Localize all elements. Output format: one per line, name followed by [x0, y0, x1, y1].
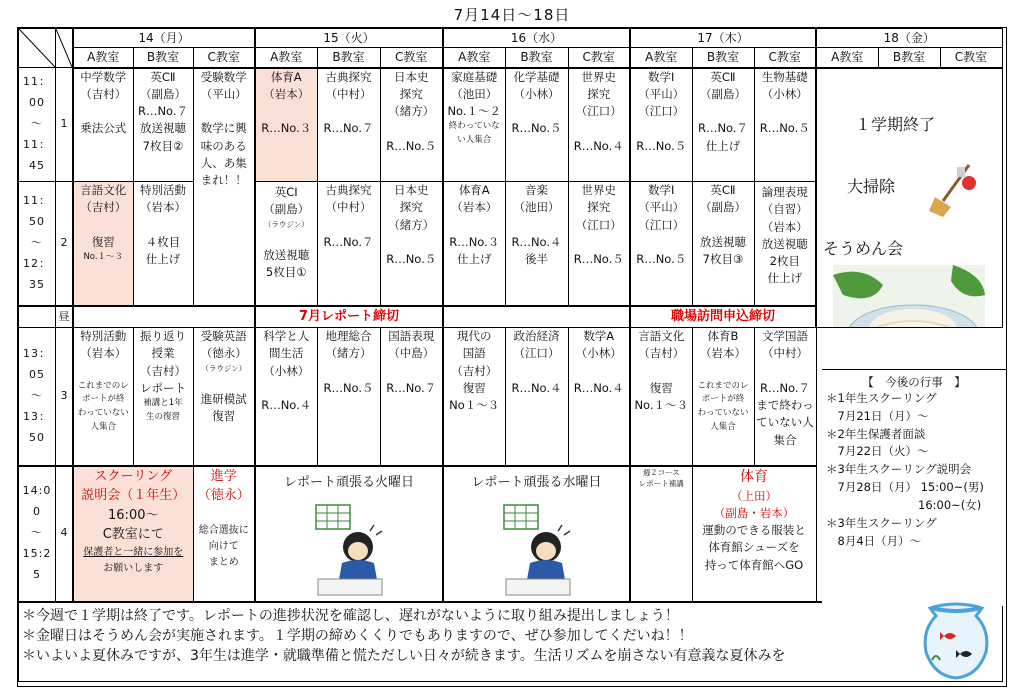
period-time-4: 14:0 0 ～ 15:2 5	[19, 466, 56, 602]
room-header: B教室	[317, 48, 380, 68]
class-cell: 科学と人 間生活 （小林） R…No.４	[255, 328, 317, 466]
class-cell: 文学国語 （中村） R…No.７ まで終わっ ていない人 集合	[754, 328, 816, 466]
class-cell-highlighted: 体育A （岩本） R…No.３	[255, 68, 317, 182]
class-cell: 受験数学 （平山） 数学に興 味のある 人、あ集 まれ！！	[193, 68, 255, 306]
period-number-1: 1	[56, 68, 74, 182]
class-cell: 国語表現 （中島） R…No.７	[380, 328, 443, 466]
room-header: A教室	[73, 48, 133, 68]
period-time-3: 13： 05 ～ 13： 50	[19, 328, 56, 466]
event-item: 7月22日（火）～	[826, 444, 929, 459]
class-cell: 古典探究 （中村） R…No.７	[317, 182, 380, 306]
room-header: C教室	[754, 48, 816, 68]
event-item: ＊2年生保護者面談	[826, 426, 926, 441]
class-cell: 現代の 国語 （吉村） 復習 No１～３	[443, 328, 505, 466]
period-number-2: 2	[56, 182, 74, 306]
diagonal-line-icon	[19, 29, 55, 67]
studying-student-icon	[492, 501, 584, 597]
class-cell: 論理表現 （自習） （岩本） 放送視聴 2枚目 仕上げ	[754, 182, 816, 306]
workplace-visit-deadline-note: 職場訪問申込締切	[630, 306, 816, 328]
room-header: A教室	[816, 48, 878, 68]
class-cell: 特別活動 （岩本） ４枚目 仕上げ	[133, 182, 193, 306]
event-item: ＊1年生スクーリング	[826, 391, 937, 405]
class-cell: 英CⅡ （副島） R…No.７ 放送視聴 7枚目②	[133, 68, 193, 182]
class-cell: 言語文化 （吉村） 復習 No.１～３	[630, 328, 692, 466]
schooling-briefing-cell: スクーリング 説明会（１年生） 16:00～ C教室にて 保護者と一緒に参加を お願いします	[73, 466, 193, 602]
day-header-mon: 14（月）	[73, 29, 255, 48]
class-cell: 数学Ⅰ （平山） （江口） R…No.５	[630, 182, 692, 306]
class-cell: 数学A （小林） R…No.４	[568, 328, 630, 466]
class-cell: 体育B （岩本） これまでのレ ポートが終 わっていない 人集合	[692, 328, 754, 466]
tuesday-report-block	[255, 466, 443, 602]
class-cell: 中学数学 （吉村） 乗法公式	[73, 68, 133, 182]
class-cell: 週２コース レポート補講	[630, 466, 692, 602]
period-time-2: 11： 50 ～ 12： 35	[19, 182, 56, 306]
class-cell: 生物基礎 （小林） R…No.５	[754, 68, 816, 182]
class-cell: 世界史 探究 （江口） R…No.５	[568, 182, 630, 306]
event-item: ＊3年生スクーリング説明会	[826, 462, 972, 477]
period-time-1: 11： 00 ～ 11： 45	[19, 68, 56, 182]
term-end-text: １学期終了	[855, 114, 936, 134]
tuesday-report-text: レポート頑張る火曜日	[283, 474, 414, 490]
event-item: 7月21日（月）～	[826, 408, 929, 423]
class-cell: 日本史 探究 （緒方） R…No.５	[380, 182, 443, 306]
room-header: A教室	[443, 48, 505, 68]
room-header: C教室	[193, 48, 255, 68]
day-header-thu: 17（木）	[630, 29, 816, 48]
class-cell: 日本史 探究 （緒方） R…No.５	[380, 68, 443, 182]
day-header-wed: 16（水）	[443, 29, 630, 48]
room-header: C教室	[940, 48, 1002, 68]
room-header: B教室	[692, 48, 754, 68]
room-header: C教室	[380, 48, 443, 68]
broom-icon	[929, 161, 979, 219]
class-cell: 音楽 （池田） R…No.４ 後半	[505, 182, 568, 306]
corner-cell-2	[56, 29, 74, 68]
class-cell: 政治経済 （江口） R…No.４	[505, 328, 568, 466]
class-cell: 英CⅡ （副島） R…No.７ 仕上げ	[692, 68, 754, 182]
pe-class-cell: 体育 （上田） （副島・岩本） 運動のできる服装と 体育館シューズを 持って体育館へGO	[692, 466, 816, 602]
class-cell: 化学基礎 （小林） R…No.５	[505, 68, 568, 182]
class-cell: 世界史 探究 （江口） R…No.４	[568, 68, 630, 182]
note-line: ＊金曜日はそうめん会が実施されます。１学期の締めくくりでもありますので、ぜひ参加してくだいね！！	[22, 628, 693, 644]
class-cell: 古典探究 （中村） R…No.７	[317, 68, 380, 182]
day-header-tue: 15（火）	[255, 29, 443, 48]
room-header: B教室	[505, 48, 568, 68]
class-cell: 特別活動 （岩本） これまでのレ ポートが終 わっていない 人集合	[73, 328, 133, 466]
diagonal-line-icon	[56, 29, 72, 67]
class-cell: 進学 （徳永） 総合選抜に 向けて まとめ	[193, 466, 255, 602]
lunch-label: 昼	[56, 306, 74, 328]
class-cell: 英CⅠ （副島） （ラウジン） 放送視聴 5枚目①	[255, 182, 317, 306]
goldfish-bowl-icon	[920, 600, 992, 680]
events-title: 【 今後の行事 】	[862, 375, 966, 389]
class-cell-highlighted: 言語文化 （吉村） 復習 No.１～３	[73, 182, 133, 306]
event-item: 8月4日（月）～	[826, 533, 922, 548]
note-line: ＊今週で１学期は終了です。レポートの進捗状況を確認し、遅れがないように取り組み提出しましょう！	[22, 608, 679, 624]
event-item: ＊3年生スクーリング	[826, 515, 937, 530]
somen-icon	[833, 265, 985, 328]
period-number-3: 3	[56, 328, 74, 466]
report-deadline-note: 7月レポート締切	[255, 306, 443, 328]
room-header: B教室	[878, 48, 940, 68]
studying-student-icon	[304, 501, 396, 597]
room-header: A教室	[630, 48, 692, 68]
cleaning-text: 大掃除	[847, 176, 896, 196]
wednesday-report-text: レポート頑張る水曜日	[471, 474, 602, 490]
class-cell: 振り返り 授業 （吉村） レポート 補講と1年 生の復習	[133, 328, 193, 466]
class-cell: 家庭基礎 （池田） No.１～２ 終わっていな い人集合	[443, 68, 505, 182]
class-cell: 体育A （岩本） R…No.３ 仕上げ	[443, 182, 505, 306]
room-header: A教室	[255, 48, 317, 68]
room-header: B教室	[133, 48, 193, 68]
day-header-fri: 18（金）	[816, 29, 1002, 48]
class-cell: 数学Ⅰ （平山） （江口） R…No.５	[630, 68, 692, 182]
somen-party-text: そうめん会	[823, 238, 904, 258]
lunch-time-cell	[19, 306, 56, 328]
period-number-4: 4	[56, 466, 74, 602]
room-header: C教室	[568, 48, 630, 68]
class-cell: 受験英語 （徳永） （ラウジン） 進研模試 復習	[193, 328, 255, 466]
lunch-cell-mon	[73, 306, 255, 328]
page-title: 7月14日～18日	[453, 6, 571, 24]
friday-block	[816, 68, 1002, 328]
lunch-cell-wed	[443, 306, 630, 328]
note-line: ＊いよいよ夏休みですが、3年生は進学・就職準備と慌ただしい日々が続きます。生活リズムを崩さない有意義な夏休みを	[22, 648, 786, 664]
wednesday-report-block	[443, 466, 630, 602]
event-item: 7月28日（月） 15:00~(男)	[826, 480, 984, 495]
class-cell: 地理総合 （緒方） R…No.５	[317, 328, 380, 466]
corner-cell	[19, 29, 56, 68]
notes	[22, 606, 786, 666]
upcoming-events	[822, 369, 1006, 606]
event-item: 16:00~(女)	[826, 497, 982, 512]
class-cell: 英CⅡ （副島） 放送視聴 7枚目③	[692, 182, 754, 306]
